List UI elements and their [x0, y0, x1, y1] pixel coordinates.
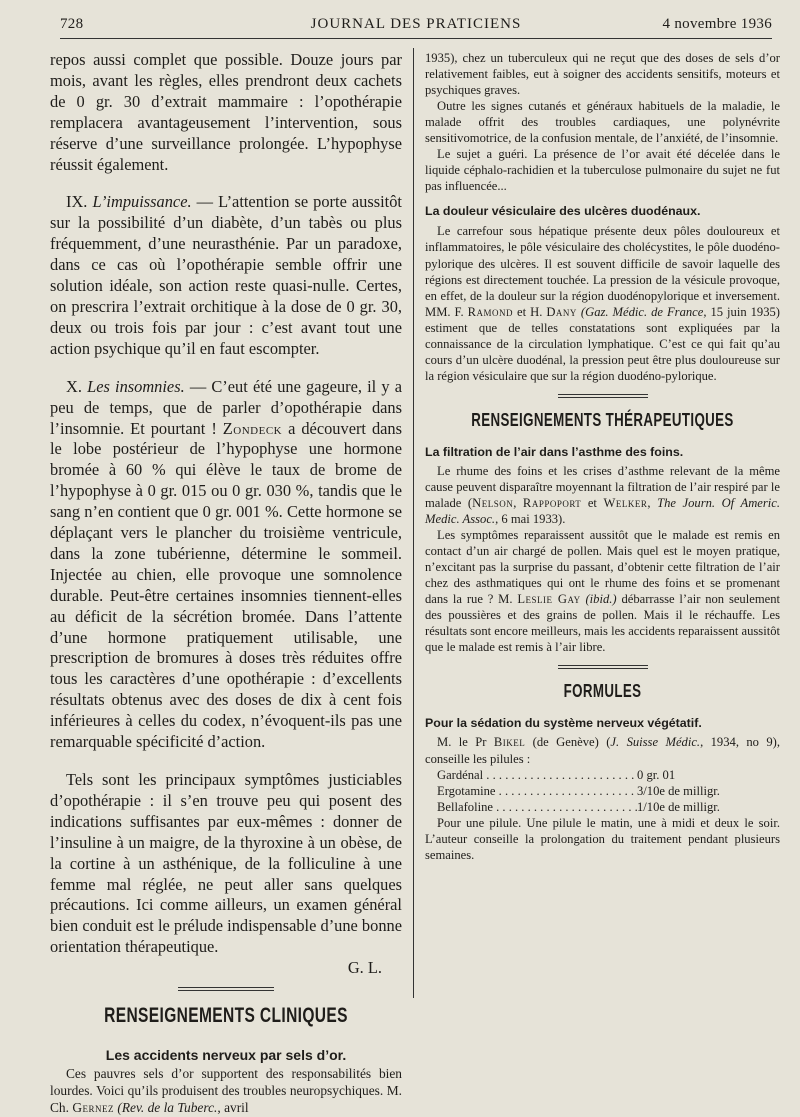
item-title: Les insomnies. — [87, 376, 185, 396]
issue-date: 4 novembre 1936 — [662, 16, 772, 32]
item-number: IX. — [66, 192, 88, 212]
separator: , — [513, 495, 523, 510]
subsection-title-sels-or: Les accidents nerveux par sels d’or. — [105, 1047, 347, 1064]
formula-row — [425, 767, 780, 783]
paragraph-text: Le carrefour sous hépatique présente deux pôles douloureux et inflammatoires, le pôle vésiculaire des cholécystites, le pôle duodéno-pylorique des ulcères. Il est souvent difficile de savoir laquelle des régions est directement touchée. La pression de la vésicule provoque, en effet, de la douleur sur la région duodénopylorique et inversement. MM. F. — [425, 224, 780, 319]
paragraph-rhume — [425, 463, 780, 527]
author-name: Welker — [603, 495, 648, 510]
author-name: Nelson — [472, 495, 514, 510]
section-title-therapeutiques: RENSEIGNEMENTS THÉRAPEUTIQUES — [471, 409, 734, 430]
paragraph-carrefour — [425, 223, 780, 383]
running-header — [60, 16, 772, 38]
author-name: Ramond — [467, 304, 514, 319]
ingredient-name: Gardénal . . . — [437, 767, 637, 783]
formula-row — [425, 799, 780, 815]
subsection-title-douleur: La douleur vésiculaire des ulcères duodénaux. — [425, 204, 701, 219]
right-column — [425, 50, 780, 863]
reference: J. Suisse Médic. — [610, 735, 701, 750]
paragraph-bikel — [425, 734, 780, 766]
paragraph-outre: Outre les signes cutanés et généraux habituels de la maladie, le malade offrit des troubles cardiaques, une polynévrite sensitivomotrice, de la confusion mentale, de l’anxiété, de l’insomnie. — [425, 99, 780, 146]
paragraph-text: et H. — [513, 304, 547, 319]
ingredient-dose: 1/10e de milligr. — [637, 799, 720, 814]
paragraph-text: M. le Pr — [437, 735, 494, 750]
paragraph-text: , avril — [217, 1100, 249, 1116]
reference: (ibid.) — [580, 592, 617, 607]
paragraph-text: Le rhume des foins et les crises d’asthme relevant de la même cause peuvent disparaître moyennant la filtration de l’air respiré par le malade ( — [425, 463, 780, 510]
formula-row — [425, 783, 780, 799]
ingredient-dose: 3/10e de milligr. — [637, 783, 720, 798]
paragraph-insomnies — [50, 377, 402, 753]
paragraph-symptomes — [425, 527, 780, 655]
author-name: Bikel — [493, 735, 526, 750]
author-name: Gernez — [72, 1100, 114, 1116]
paragraph-pilule: Pour une pilule. Une pilule le matin, une à midi et deux le soir. L’auteur conseille la prolongation du traitement pendant plusieurs semaines. — [425, 815, 780, 862]
item-text: a découvert dans le lobe postérieur de l’hypophyse une hormone bromée à 60 % qui élève le taux de brome de l’hypophyse à 0 gr. 015 ou 0 gr. 030 %, tandis que le sang n’en contient que 0 gr. 001 %. Cette hormone se déplaçant vers le plancher du troisième ventricule, dans la zone tubérienne, détermine le sommeil. Injectée au chien, elle provoque une somnolence durable. Peut-être certaines insomnies tiennent-elles au déficit de la sécrétion bromée. Dans l’attente d’une hormone pratiquement utilisable, une prescription de bromures à doses très réduites offre tous les caractères d’une opothérapie : d’excellents résultats obtenus avec des doses de dix à cent fois inférieures à celles du codex, n’évoquent-ils pas une remarquable spécificité d’action. — [50, 418, 403, 752]
formula-list — [425, 767, 780, 815]
section-title-formules: FORMULES — [563, 681, 642, 702]
paragraph-continuation: repos aussi complet que possible. Douze jours par mois, avant les règles, elles prendront deux cachets de 0 gr. 30 d’extrait mammaire : l’opothérapie remplacera avantageusement l’intervention, sous réserve d’une surveillance prolongée. L’hypophyse réussit également. — [50, 50, 402, 174]
subsection-title-filtration: La filtration de l’air dans l’asthme des foins. — [425, 444, 684, 459]
reference: The Journ. Of Americ. Medic. Assoc. — [425, 495, 781, 527]
paragraph-continuation: 1935), chez un tuberculeux qui ne reçut que des doses de sels d’or relativement faibles, eut à soigner des accidents sensitifs, moteurs et psychiques graves. — [425, 51, 780, 98]
reference: (Gaz. Médic. de France, — [580, 304, 707, 319]
author-name: Rappoport — [522, 495, 582, 510]
item-text: — C’eut été une gageure, il y a peu de temps, que de parler d’opothérapie dans l’insomnie. Et pourtant ! — [50, 376, 403, 438]
column-divider — [413, 48, 414, 998]
author-name: Dany — [546, 304, 577, 319]
author-name: Zondeck — [222, 418, 283, 438]
paragraph-sujet: Le sujet a guéri. La présence de l’or avait été décelée dans le liquide céphalo-rachidien et la tuberculose pulmonaire du sujet ne fut pas influencée... — [425, 147, 780, 194]
paragraph-text: 15 juin 1935) estiment que de telles constatations sont expliquées par la connaissance de la circulation lymphatique. C’est ce qui fait qu’au cours d’un ulcère duodénal, la pression peut être plus douloureuse sur la région vésiculaire que sur la région duodéno-pylorique. — [425, 304, 780, 383]
paragraph-text: Ces pauvres sels d’or supportent des responsabilités bien lourdes. Voici qu’ils produisent des troubles neuropsychiques. M. Ch. — [50, 1066, 402, 1116]
paragraph-text: débarrasse l’air non seulement des poussières et des grains de pollen. Mais il le réchauffe. Les résultats sont encore meilleurs, mais les accidents reparaissent aussitôt que le malade est remis à l’air libre. — [425, 592, 780, 655]
page-number: 728 — [60, 16, 84, 32]
paragraph-sels-or — [50, 1065, 402, 1117]
ingredient-dose: 0 gr. 01 — [637, 767, 676, 782]
paragraph-summary: Tels sont les principaux symptômes justiciables d’opothérapie : il s’en trouve peu qui posent des indications suffisantes par eux-mêmes : donner de l’insuline à un maigre, de la thyroxine à un obèse, de la cortine à un asthénique, de la folliculine à une femme mal réglée, ne peut aller sans quelques précautions. Ici comme ailleurs, un examen général bien conduit est le prélude indispensable d’une bonne orientation thérapeutique. — [50, 770, 402, 957]
paragraph-text: et — [581, 495, 604, 510]
paragraph-text: , 1934, no 9), conseille les pilules : — [425, 735, 781, 766]
item-title: L’impuissance. — [92, 192, 192, 212]
item-number: X. — [66, 376, 82, 396]
paragraph-text: , 6 mai 1933). — [495, 512, 566, 527]
journal-title: JOURNAL DES PRATICIENS — [310, 16, 522, 32]
paragraph-text: (de Genève) ( — [525, 735, 611, 750]
section-title-cliniques: RENSEIGNEMENTS CLINIQUES — [104, 1004, 348, 1028]
paragraph-impuissance — [50, 192, 402, 359]
item-text: — L’attention se porte aussitôt sur la possibilité d’un diabète, d’un tabès ou plus fréquemment, d’une neurasthénie. Par un paradoxe, dans ce cas où l’opothérapie semble offrir une solution idéale, son action reste quasi-nulle. Certes, on prescrira l’extrait orchitique à la dose de 0 gr. 30, deux ou trois fois par jour : c’est avant tout une action psychique qu’il en faut escompter. — [50, 192, 402, 358]
ingredient-name: Bellafoline . . . — [437, 799, 637, 815]
ingredient-name: Ergotamine . . . — [437, 783, 637, 799]
paragraph-text: Les symptômes reparaissent aussitôt que le malade est remis en contact d’un air chargé de pollen. Mais quel est le moyen pratique, n’excitant pas la surprise du passant, d’obtenir cette filtration de l’air chez des asthmatiques qui ont le rhume des foins et se promenant dans la rue ? M. — [425, 528, 780, 607]
left-column — [50, 50, 402, 1117]
subsection-title-sedation: Pour la sédation du système nerveux végétatif. — [425, 716, 702, 731]
author-name: Leslie Gay — [517, 592, 581, 607]
reference: (Rev. de la Tuberc. — [117, 1100, 218, 1116]
separator: , — [647, 495, 658, 510]
author-signature: G. L. — [347, 958, 382, 978]
header-rule — [60, 38, 772, 39]
